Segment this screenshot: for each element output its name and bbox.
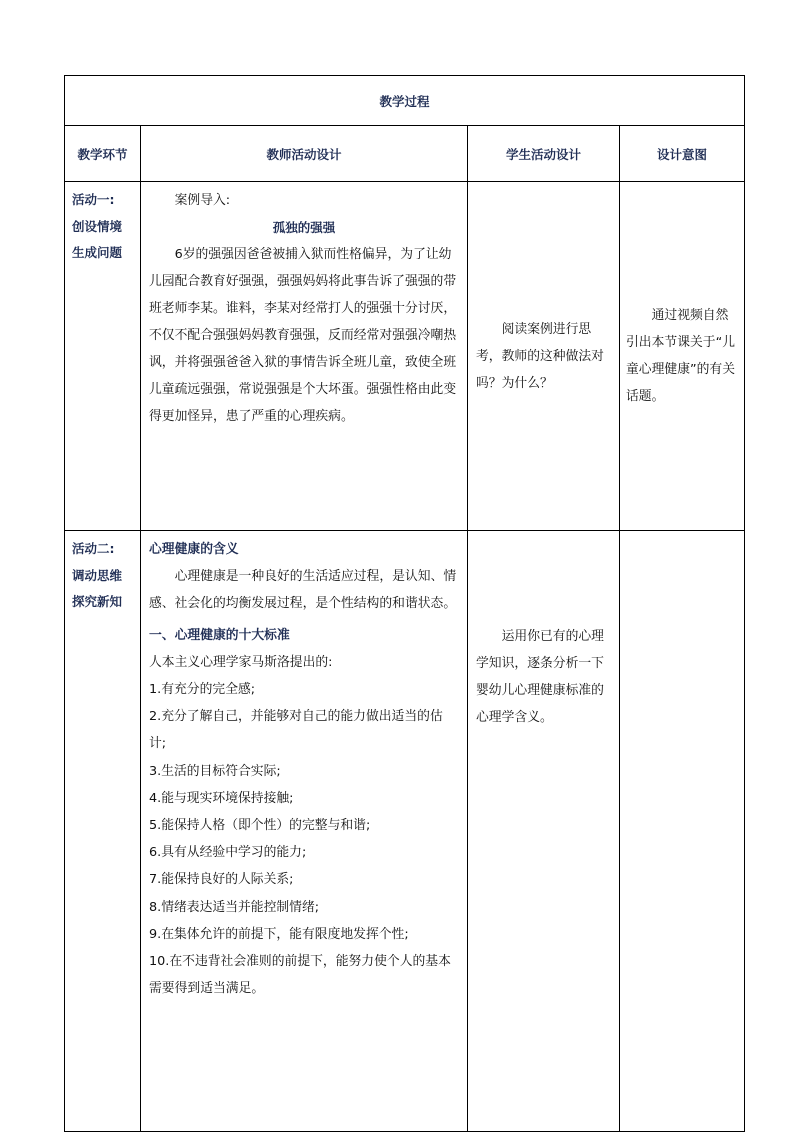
standard-item: 5.能保持人格（即个性）的完整与和谐; xyxy=(149,818,371,834)
activity2-intent xyxy=(620,531,745,1132)
activity1-step-line: 创设情境 xyxy=(72,218,123,234)
case-intro: 案例导入: xyxy=(174,193,231,208)
activity1-intent-text: 通过视频自然引出本节课关于“儿童心理健康”的有关话题。 xyxy=(626,308,736,404)
activity2-step-line: 探究新知 xyxy=(72,594,123,610)
standard-item: 1.有充分的完全感; xyxy=(149,682,256,698)
header-student: 学生活动设计 xyxy=(468,126,620,182)
activity2-student-text: 运用你已有的心理学知识，逐条分析一下婴幼儿心理健康标准的心理学含义。 xyxy=(476,629,604,725)
activity1-teacher xyxy=(141,182,468,531)
activity1-intent xyxy=(620,182,745,531)
standards-intro: 人本主义心理学家马斯洛提出的: xyxy=(149,654,333,670)
activity1-step xyxy=(65,182,141,531)
header-step: 教学环节 xyxy=(65,126,141,182)
standard-item: 6.具有从经验中学习的能力; xyxy=(149,845,307,861)
section-title: 心理健康的含义 xyxy=(149,542,239,557)
case-text: 6岁的强强因爸爸被捕入狱而性格偏异，为了让幼儿园配合教育好强强，强强妈妈将此事告诉了强强的带班老师李某。谁料，李某对经常打人的强强十分讨厌，不仅不配合强强妈妈教育强强，反而经常对强强冷嘲热讽，并将强强爸爸入狱的事情告诉全班儿童，致使全班儿童疏远强强，常说强强是个大坏蛋。强强性格由此变得更加怪异，患了严重的心理疾病。 xyxy=(149,247,457,424)
table-row-activity2 xyxy=(65,531,745,1132)
standard-item: 8.情绪表达适当并能控制情绪; xyxy=(149,899,320,915)
standard-item: 7.能保持良好的人际关系; xyxy=(149,872,294,888)
activity2-step-line: 活动二: xyxy=(72,541,115,556)
standard-item: 4.能与现实环境保持接触; xyxy=(149,790,294,806)
case-title: 孤独的强强 xyxy=(272,220,336,235)
header-intent: 设计意图 xyxy=(620,126,745,182)
standard-item: 9.在集体允许的前提下，能有限度地发挥个性; xyxy=(149,926,409,942)
activity2-teacher xyxy=(141,531,468,1132)
definition-text: 心理健康是一种良好的生活适应过程，是认知、情感、社会化的均衡发展过程，是个性结构的和谐状态。 xyxy=(149,569,457,612)
activity2-student xyxy=(468,531,620,1132)
activity2-step xyxy=(65,531,141,1132)
table-title: 教学过程 xyxy=(65,76,745,126)
standard-item: 3.生活的目标符合实际; xyxy=(149,763,281,779)
standard-item: 10.在不违背社会准则的前提下，能努力使个人的基本需要得到适当满足。 xyxy=(149,954,451,997)
activity2-step-line: 调动思维 xyxy=(72,567,123,583)
activity1-step-line: 生成问题 xyxy=(72,245,123,261)
teaching-process-table xyxy=(64,75,745,1132)
header-teacher: 教师活动设计 xyxy=(141,126,468,182)
activity1-student xyxy=(468,182,620,531)
standard-item: 2.充分了解自己，并能够对自己的能力做出适当的估计; xyxy=(149,709,443,752)
activity1-step-line: 活动一: xyxy=(72,192,115,207)
table-row-activity1 xyxy=(65,182,745,531)
standards-title: 一、心理健康的十大标准 xyxy=(149,627,290,643)
activity1-student-text: 阅读案例进行思考，教师的这种做法对吗？为什么？ xyxy=(476,321,604,391)
